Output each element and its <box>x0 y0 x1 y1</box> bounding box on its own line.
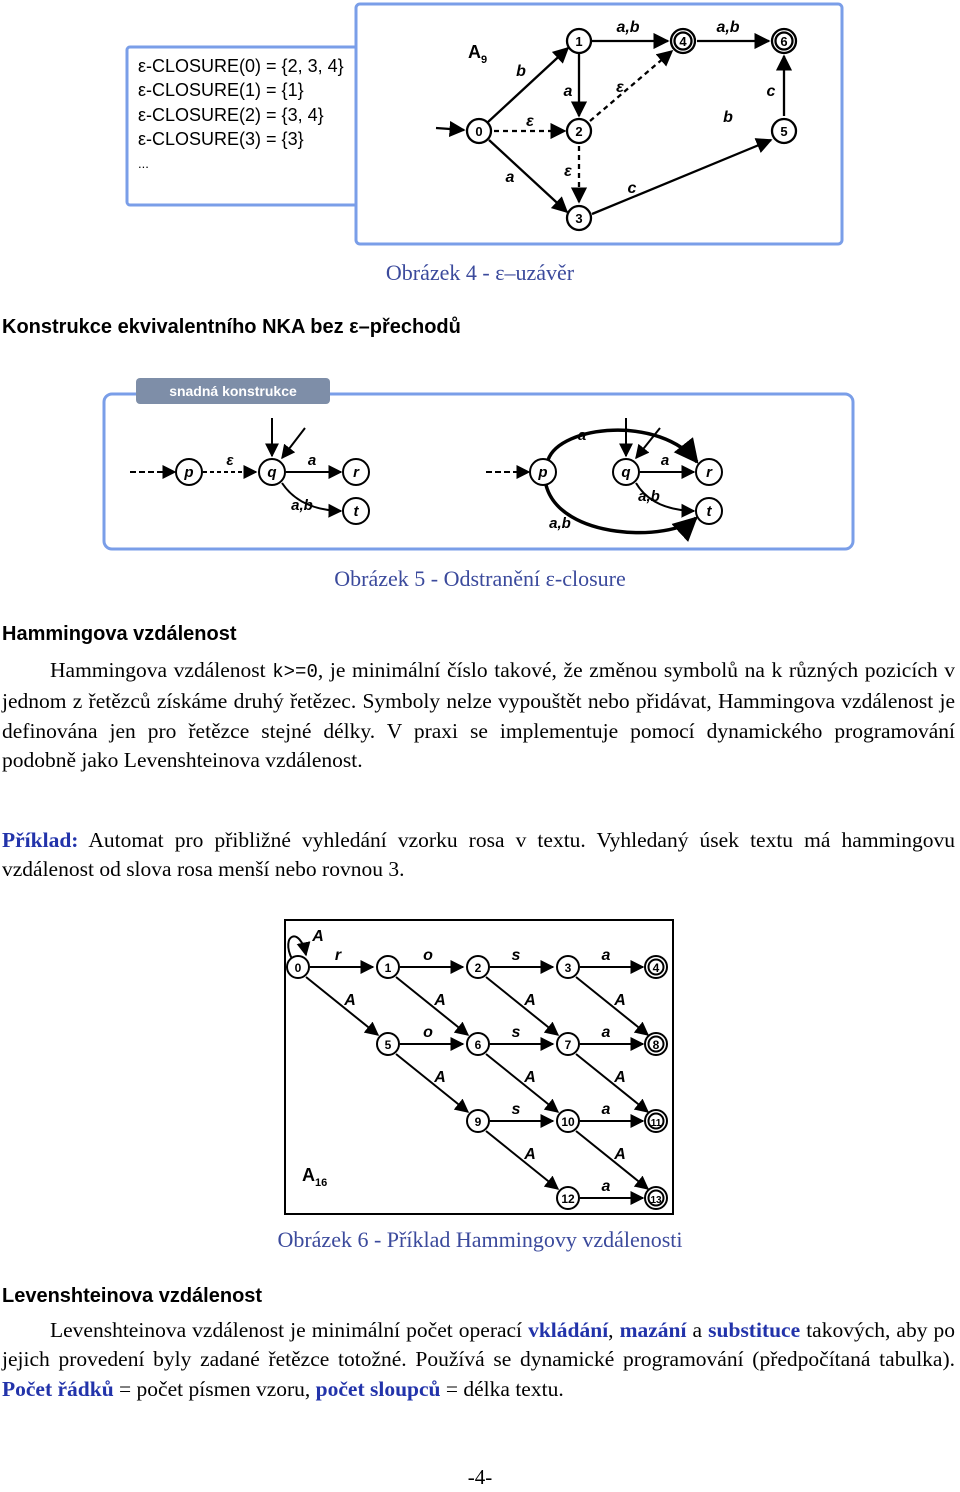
svg-text:a: a <box>505 169 515 186</box>
section-title-levenshtein: Levenshteinova vzdálenost <box>2 1285 263 1307</box>
svg-text:snadná konstrukce: snadná konstrukce <box>169 383 297 399</box>
term-insert: vkládání <box>528 1318 609 1342</box>
term-delete: mazání <box>619 1318 687 1342</box>
svg-text:A: A <box>524 1146 536 1163</box>
figure-4-caption: Obrázek 4 - ε–uzávěr <box>385 260 575 285</box>
svg-text:A: A <box>614 1069 626 1086</box>
svg-text:1: 1 <box>384 961 392 975</box>
svg-text:a: a <box>563 83 573 100</box>
svg-text:c: c <box>627 180 637 197</box>
section-title-hamming: Hammingova vzdálenost <box>2 623 237 645</box>
svg-text:A: A <box>344 992 356 1009</box>
svg-text:a,b: a,b <box>616 19 640 36</box>
svg-text:t: t <box>706 503 712 520</box>
closure-line: ... <box>138 155 149 171</box>
svg-text:s: s <box>511 947 521 964</box>
svg-text:o: o <box>423 1024 433 1041</box>
svg-text:a: a <box>601 947 611 964</box>
svg-text:ε: ε <box>616 79 624 96</box>
levenshtein-paragraph: Levenshteinova vzdálenost je minimální počet operací vkládání, mazání a substituce takových, aby po jejich provedení byly zadané řetězce totožné. Používá se dynamické programování (předpočítaná tabulka). Počet řádků = počet písmen vzoru, počet sloupců = délka textu. <box>2 1318 956 1401</box>
svg-text:13: 13 <box>650 1195 662 1206</box>
svg-text:3: 3 <box>564 961 572 975</box>
svg-text:a: a <box>307 452 317 469</box>
section-title-nka: Konstrukce ekvivalentního NKA bez ε–přechodů <box>2 316 461 338</box>
closure-line: ε-CLOSURE(2) = {3, 4} <box>138 104 324 125</box>
svg-text:a: a <box>601 1178 611 1195</box>
svg-text:9: 9 <box>474 1115 482 1129</box>
svg-text:5: 5 <box>384 1038 392 1052</box>
svg-text:a: a <box>601 1101 611 1118</box>
term-substitute: substituce <box>708 1318 801 1342</box>
svg-text:s: s <box>511 1024 521 1041</box>
svg-text:6: 6 <box>780 34 788 49</box>
figure-6-caption: Obrázek 6 - Příklad Hammingovy vzdálenosti <box>277 1227 683 1252</box>
svg-text:a,b: a,b <box>291 497 313 514</box>
figure-6 <box>0 915 960 1220</box>
figure-5 <box>0 370 960 560</box>
svg-text:ε: ε <box>226 452 234 469</box>
closure-line: ε-CLOSURE(3) = {3} <box>138 129 304 150</box>
svg-text:c: c <box>766 83 776 100</box>
closure-list <box>138 54 344 176</box>
closure-line: ε-CLOSURE(0) = {2, 3, 4} <box>138 56 344 76</box>
svg-text:0: 0 <box>475 124 483 139</box>
example-label: Příklad: <box>2 828 79 852</box>
svg-text:A: A <box>524 1069 536 1086</box>
svg-text:a,b: a,b <box>638 488 660 505</box>
svg-text:a: a <box>660 452 670 469</box>
svg-text:r: r <box>706 464 712 481</box>
svg-text:A9: $A_9$ <box>468 42 488 66</box>
svg-text:2: 2 <box>575 124 583 139</box>
svg-text:b: b <box>516 63 526 80</box>
svg-text:a: a <box>577 427 587 444</box>
svg-text:11: 11 <box>650 1118 662 1129</box>
svg-text:p: p <box>538 464 548 481</box>
closure-line: ε-CLOSURE(1) = {1} <box>138 80 304 101</box>
svg-text:a,b: a,b <box>716 19 740 36</box>
svg-text:ε: ε <box>526 113 534 130</box>
svg-text:r: r <box>353 464 359 481</box>
svg-text:A: A <box>434 992 446 1009</box>
svg-text:t: t <box>353 503 359 520</box>
svg-text:8: 8 <box>652 1038 660 1052</box>
example-paragraph: Příklad: Automat pro přibližné vyhledání vzorku rosa v textu. Vyhledaný úsek textu má hammingovu vzdálenost od slova rosa menší nebo rovnou 3. <box>2 828 955 882</box>
svg-text:a: a <box>601 1024 611 1041</box>
page-number: -4- <box>467 1465 493 1489</box>
svg-text:6: 6 <box>474 1038 482 1052</box>
svg-text:p: p <box>184 464 194 481</box>
hamming-paragraph: Hammingova vzdálenost k>=0, je minimální číslo takové, že změnou symbolů na k různých pozicích v jednom z řetězců získáme druhý řetězec. Symboly nelze vypouštět nebo přidávat, Hammingova vzdálenost je definována jen pro řetězce stejné délky. V praxi se implementuje pomocí dynamického programování podobně jako Levenshteinova vzdálenost. <box>2 658 955 772</box>
svg-text:ε: ε <box>564 163 572 180</box>
svg-text:10: 10 <box>561 1115 575 1129</box>
svg-text:4: 4 <box>679 34 687 49</box>
svg-text:A: A <box>312 928 324 945</box>
svg-text:r: r <box>334 947 342 964</box>
svg-text:q: q <box>267 464 277 481</box>
svg-text:A16: $A_{16}$ <box>302 1165 328 1189</box>
svg-text:3: 3 <box>575 211 583 226</box>
svg-text:A: A <box>524 992 536 1009</box>
svg-text:0: 0 <box>294 961 302 975</box>
svg-text:7: 7 <box>564 1038 572 1052</box>
svg-text:o: o <box>423 947 433 964</box>
svg-text:12: 12 <box>561 1192 575 1206</box>
svg-text:q: q <box>621 464 631 481</box>
term-rows: Počet řádků <box>2 1376 114 1401</box>
svg-text:A: A <box>434 1069 446 1086</box>
svg-text:s: s <box>511 1101 521 1118</box>
svg-text:A: A <box>614 1146 626 1163</box>
svg-text:A: A <box>614 992 626 1009</box>
svg-text:5: 5 <box>780 124 788 139</box>
svg-text:a,b: a,b <box>549 515 571 532</box>
code-k: k>=0 <box>272 661 318 683</box>
svg-text:b: b <box>723 109 733 126</box>
term-columns: počet sloupců <box>315 1376 441 1401</box>
figure-5-caption: Obrázek 5 - Odstranění ε-closure <box>334 566 626 591</box>
svg-text:2: 2 <box>474 961 482 975</box>
svg-text:4: 4 <box>652 961 660 975</box>
svg-text:1: 1 <box>575 34 583 49</box>
